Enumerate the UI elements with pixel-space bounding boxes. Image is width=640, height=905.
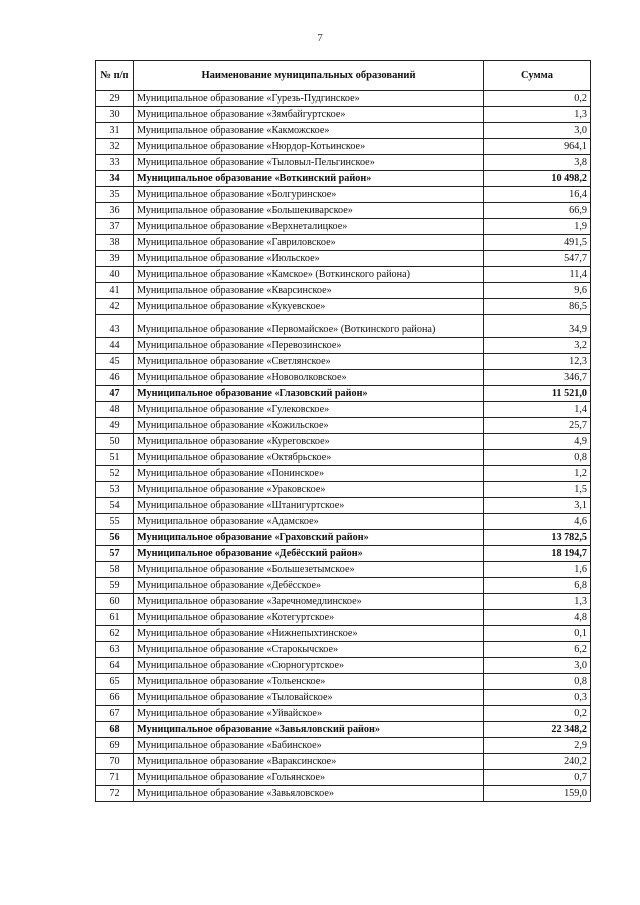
- table-row: [96, 546, 591, 562]
- row-number: 42: [96, 299, 134, 315]
- row-sum: 16,4: [484, 187, 591, 203]
- table-row: [96, 418, 591, 434]
- row-number: 45: [96, 354, 134, 370]
- row-number: 67: [96, 706, 134, 722]
- row-sum: 1,2: [484, 466, 591, 482]
- row-number: 46: [96, 370, 134, 386]
- table-row: [96, 434, 591, 450]
- row-number: 63: [96, 642, 134, 658]
- row-sum: 1,3: [484, 107, 591, 123]
- row-sum: 11,4: [484, 267, 591, 283]
- row-name: Муниципальное образование «Тыловайское»: [134, 690, 484, 706]
- table-row: [96, 738, 591, 754]
- row-sum: 3,2: [484, 338, 591, 354]
- row-number: 50: [96, 434, 134, 450]
- row-number: 65: [96, 674, 134, 690]
- row-number: 55: [96, 514, 134, 530]
- table-row: [96, 674, 591, 690]
- table-row: [96, 139, 591, 155]
- row-name: Муниципальное образование «Адамское»: [134, 514, 484, 530]
- row-number: 71: [96, 770, 134, 786]
- row-sum: 3,8: [484, 155, 591, 171]
- table-row: [96, 626, 591, 642]
- row-name: Муниципальное образование «Воткинский район»: [134, 171, 484, 187]
- row-number: 40: [96, 267, 134, 283]
- row-name: Муниципальное образование «Большекиварское»: [134, 203, 484, 219]
- row-number: 39: [96, 251, 134, 267]
- row-name: Муниципальное образование «Тольенское»: [134, 674, 484, 690]
- page-number: 7: [317, 32, 323, 44]
- row-name: Муниципальное образование «Гольянское»: [134, 770, 484, 786]
- table-row: [96, 267, 591, 283]
- table-row: [96, 219, 591, 235]
- row-sum: 6,2: [484, 642, 591, 658]
- table-row: [96, 315, 591, 338]
- table-row: [96, 123, 591, 139]
- table-row: [96, 658, 591, 674]
- table-row: [96, 754, 591, 770]
- row-number: 52: [96, 466, 134, 482]
- row-number: 44: [96, 338, 134, 354]
- row-name: Муниципальное образование «Нюрдор-Котьинское»: [134, 139, 484, 155]
- row-sum: 6,8: [484, 578, 591, 594]
- table-row: [96, 171, 591, 187]
- row-number: 30: [96, 107, 134, 123]
- row-sum: 1,6: [484, 562, 591, 578]
- row-number: 34: [96, 171, 134, 187]
- row-sum: 1,9: [484, 219, 591, 235]
- row-sum: 964,1: [484, 139, 591, 155]
- row-sum: 1,5: [484, 482, 591, 498]
- row-name: Муниципальное образование «Гулековское»: [134, 402, 484, 418]
- row-name: Муниципальное образование «Дебёсский район»: [134, 546, 484, 562]
- row-name: Муниципальное образование «Октябрьское»: [134, 450, 484, 466]
- row-name: Муниципальное образование «Камское» (Воткинского района): [134, 267, 484, 283]
- row-sum: 18 194,7: [484, 546, 591, 562]
- row-number: 58: [96, 562, 134, 578]
- row-sum: 547,7: [484, 251, 591, 267]
- row-sum: 1,4: [484, 402, 591, 418]
- header-name: Наименование муниципальных образований: [134, 61, 484, 91]
- row-number: 36: [96, 203, 134, 219]
- table-row: [96, 594, 591, 610]
- row-sum: 3,0: [484, 658, 591, 674]
- row-name: Муниципальное образование «Куреговское»: [134, 434, 484, 450]
- row-sum: 4,8: [484, 610, 591, 626]
- table-row: [96, 91, 591, 107]
- table-row: [96, 203, 591, 219]
- row-sum: 240,2: [484, 754, 591, 770]
- row-sum: 0,2: [484, 706, 591, 722]
- table-row: [96, 235, 591, 251]
- table-row: [96, 786, 591, 802]
- row-name: Муниципальное образование «Завьяловское»: [134, 786, 484, 802]
- row-number: 66: [96, 690, 134, 706]
- row-name: Муниципальное образование «Светлянское»: [134, 354, 484, 370]
- row-number: 56: [96, 530, 134, 546]
- row-number: 70: [96, 754, 134, 770]
- row-number: 59: [96, 578, 134, 594]
- row-name: Муниципальное образование «Болгуринское»: [134, 187, 484, 203]
- row-name: Муниципальное образование «Какможское»: [134, 123, 484, 139]
- row-sum: 86,5: [484, 299, 591, 315]
- row-number: 31: [96, 123, 134, 139]
- table-header-row: [96, 61, 591, 91]
- table-row: [96, 610, 591, 626]
- table-row: [96, 299, 591, 315]
- table-row: [96, 482, 591, 498]
- row-number: 57: [96, 546, 134, 562]
- row-sum: 346,7: [484, 370, 591, 386]
- row-name: Муниципальное образование «Июльское»: [134, 251, 484, 267]
- row-number: 54: [96, 498, 134, 514]
- row-number: 51: [96, 450, 134, 466]
- row-number: 37: [96, 219, 134, 235]
- row-sum: 2,9: [484, 738, 591, 754]
- row-sum: 491,5: [484, 235, 591, 251]
- row-name: Муниципальное образование «Кварсинское»: [134, 283, 484, 299]
- table-row: [96, 450, 591, 466]
- row-number: 60: [96, 594, 134, 610]
- header-number: № п/п: [96, 61, 134, 91]
- row-number: 49: [96, 418, 134, 434]
- row-number: 32: [96, 139, 134, 155]
- row-sum: 34,9: [484, 315, 591, 338]
- table-row: [96, 690, 591, 706]
- row-number: 41: [96, 283, 134, 299]
- table-row: [96, 466, 591, 482]
- row-sum: 0,1: [484, 626, 591, 642]
- table-row: [96, 402, 591, 418]
- row-sum: 4,9: [484, 434, 591, 450]
- table-row: [96, 642, 591, 658]
- row-sum: 9,6: [484, 283, 591, 299]
- row-sum: 0,3: [484, 690, 591, 706]
- row-sum: 0,8: [484, 674, 591, 690]
- row-number: 43: [96, 315, 134, 338]
- row-sum: 3,1: [484, 498, 591, 514]
- table-row: [96, 706, 591, 722]
- table-row: [96, 187, 591, 203]
- table-row: [96, 107, 591, 123]
- row-name: Муниципальное образование «Верхнеталицкое»: [134, 219, 484, 235]
- row-name: Муниципальное образование «Сюрногуртское»: [134, 658, 484, 674]
- row-name: Муниципальное образование «Глазовский район»: [134, 386, 484, 402]
- table-row: [96, 770, 591, 786]
- table-row: [96, 530, 591, 546]
- row-sum: 0,2: [484, 91, 591, 107]
- row-name: Муниципальное образование «Уйвайское»: [134, 706, 484, 722]
- row-sum: 4,6: [484, 514, 591, 530]
- row-number: 64: [96, 658, 134, 674]
- row-sum: 1,3: [484, 594, 591, 610]
- row-sum: 159,0: [484, 786, 591, 802]
- table-row: [96, 338, 591, 354]
- table-row: [96, 498, 591, 514]
- row-name: Муниципальное образование «Первомайское» (Воткинского района): [134, 315, 484, 338]
- row-number: 68: [96, 722, 134, 738]
- row-name: Муниципальное образование «Ураковское»: [134, 482, 484, 498]
- table-row: [96, 155, 591, 171]
- row-name: Муниципальное образование «Тыловыл-Пельгинское»: [134, 155, 484, 171]
- row-sum: 11 521,0: [484, 386, 591, 402]
- row-name: Муниципальное образование «Бабинское»: [134, 738, 484, 754]
- row-name: Муниципальное образование «Заречномедлинское»: [134, 594, 484, 610]
- row-number: 47: [96, 386, 134, 402]
- table-row: [96, 722, 591, 738]
- row-number: 33: [96, 155, 134, 171]
- row-sum: 13 782,5: [484, 530, 591, 546]
- row-number: 38: [96, 235, 134, 251]
- row-name: Муниципальное образование «Штанигуртское»: [134, 498, 484, 514]
- row-number: 35: [96, 187, 134, 203]
- row-name: Муниципальное образование «Старокычское»: [134, 642, 484, 658]
- row-name: Муниципальное образование «Кукуевское»: [134, 299, 484, 315]
- row-name: Муниципальное образование «Кожильское»: [134, 418, 484, 434]
- row-name: Муниципальное образование «Большезетымское»: [134, 562, 484, 578]
- table-row: [96, 283, 591, 299]
- row-sum: 10 498,2: [484, 171, 591, 187]
- row-number: 62: [96, 626, 134, 642]
- row-name: Муниципальное образование «Котегуртское»: [134, 610, 484, 626]
- row-sum: 12,3: [484, 354, 591, 370]
- budget-table: [95, 60, 591, 802]
- row-name: Муниципальное образование «Понинское»: [134, 466, 484, 482]
- row-number: 61: [96, 610, 134, 626]
- row-name: Муниципальное образование «Гурезь-Пудгинское»: [134, 91, 484, 107]
- row-name: Муниципальное образование «Вараксинское»: [134, 754, 484, 770]
- row-number: 48: [96, 402, 134, 418]
- row-name: Муниципальное образование «Граховский район»: [134, 530, 484, 546]
- row-sum: 22 348,2: [484, 722, 591, 738]
- row-sum: 25,7: [484, 418, 591, 434]
- row-name: Муниципальное образование «Нововолковское»: [134, 370, 484, 386]
- table-row: [96, 514, 591, 530]
- table-row: [96, 251, 591, 267]
- row-name: Муниципальное образование «Нижнепыхтинское»: [134, 626, 484, 642]
- row-name: Муниципальное образование «Гавриловское»: [134, 235, 484, 251]
- row-number: 72: [96, 786, 134, 802]
- table-row: [96, 370, 591, 386]
- row-number: 53: [96, 482, 134, 498]
- table-body: [96, 91, 591, 802]
- table-row: [96, 386, 591, 402]
- row-name: Муниципальное образование «Перевозинское»: [134, 338, 484, 354]
- row-name: Муниципальное образование «Дебёсское»: [134, 578, 484, 594]
- header-sum: Сумма: [484, 61, 591, 91]
- row-sum: 0,7: [484, 770, 591, 786]
- row-name: Муниципальное образование «Завьяловский район»: [134, 722, 484, 738]
- row-sum: 0,8: [484, 450, 591, 466]
- table-row: [96, 354, 591, 370]
- row-number: 69: [96, 738, 134, 754]
- table-row: [96, 562, 591, 578]
- row-sum: 3,0: [484, 123, 591, 139]
- row-name: Муниципальное образование «Зямбайгуртское»: [134, 107, 484, 123]
- row-sum: 66,9: [484, 203, 591, 219]
- table-row: [96, 578, 591, 594]
- row-number: 29: [96, 91, 134, 107]
